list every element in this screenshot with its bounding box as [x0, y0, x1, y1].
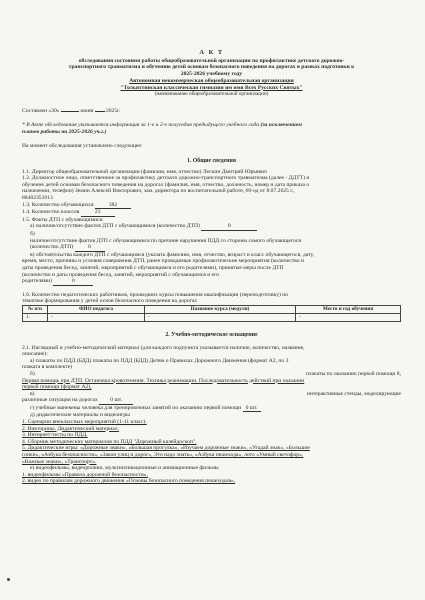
para-v-4: (количество и даты проведения бесед, занятий, мероприятий с обучающимся и его — [22, 271, 220, 278]
item-b-label: б) — [30, 370, 35, 377]
para-1-6b: тематике формирования у детей основ безопасного поведения на дорогах — [22, 298, 198, 305]
table-header-row — [23, 305, 401, 313]
subtitle-line: транспортного травматизма и обучению детей основам безопасного поведения на дорогах в рамках подготовки к — [68, 64, 355, 71]
org-line: "Тольяттинская классическая гимназия им имя Всех Русских Святых" — [120, 84, 303, 91]
list-item: 3. Интернет-тесты по ПДД. — [22, 432, 88, 439]
item-v-label: в) — [30, 390, 35, 397]
list-item: гонки», «Азбука безопасности», «Закон улиц и дорог», Это надо знать», «Азбука пешехода», лото «Умный светофор», — [22, 452, 304, 459]
note-bold-tail: (за исключением — [260, 122, 302, 129]
para-1-2d: 88482351013 — [22, 195, 53, 202]
classes-value: 23 — [81, 209, 115, 217]
list-item: 2. видео по правилам дорожного движения «Основы безопасного поведения пешеходов», — [22, 478, 236, 485]
para-v-3: даты проведения бесед, занятий, мероприятий с обучающимся и его родителями), принятые меры после ДТП — [22, 264, 284, 271]
subtitle-line: 2025-2026 учебному году — [180, 70, 243, 77]
para-a-text: а) наличие/отсутствие фактов ДТП с обучающимися (количество ДТП) — [30, 223, 200, 230]
subtitle-line: обследования состояния работы общеобразовательной организации по профилактике детского дорожно- — [78, 57, 345, 64]
item-b-1: Первая помощь при ДТП. Остановка кровотечения. Техника реанимации. Последовательность действий при оказании — [22, 377, 305, 384]
para-b-value: 0 — [75, 244, 105, 252]
para-2-1b: описание): — [22, 351, 48, 358]
compiled-label: Составлен «30» — [22, 107, 60, 114]
list-item: 1. Сценарии внеклассных мероприятий (1-11 класс). — [22, 419, 147, 426]
para-a — [22, 223, 401, 231]
item-v-1 — [22, 397, 401, 405]
org-line: Автономная некоммерческая общеобразовательная организация — [129, 78, 294, 85]
item-a-1: а) плакаты по ПДД (БДД) плакаты по ПДД (БДД) Детям о Правилах Дорожного Движения (формат А2, по 3 — [30, 357, 289, 364]
table-cell: - — [48, 313, 145, 321]
table-header: Место и год обучения — [296, 305, 401, 313]
list-item: 4. Сборник методических материалов по ПДД "Дорожный калейдоскоп". — [22, 438, 197, 445]
para-b-letter: б) — [30, 231, 35, 237]
compiled-month: июня — [80, 107, 94, 114]
section-2-heading: 2. Учебно-методическое оснащение — [165, 331, 258, 338]
para-v-1: в) обстоятельства каждого ДТП с обучающимся (указать фамилию, имя, отчество, возраст и класс обучающегося, дату, — [30, 251, 315, 258]
table-cell: - — [296, 313, 401, 321]
item-g-text: г) учебные манекены человека для тренировочных занятий по оказанию первой помощи — [30, 404, 242, 411]
table-row — [23, 313, 401, 321]
organization-name — [22, 78, 401, 91]
table-header: № п/п — [23, 305, 48, 313]
item-v-right: интерактивные стенды, моделирующие — [306, 390, 401, 397]
table-header: Название курса (модули) — [145, 305, 296, 313]
table-header: ФИО педагога — [48, 305, 145, 313]
para-1-4 — [22, 209, 401, 217]
para-a-value: 0 — [201, 223, 257, 231]
para-v-text: родителями) — [22, 278, 52, 285]
para-b-text: (количество ДТП) — [30, 244, 74, 251]
item-v-text: различные ситуации на дорогах — [22, 397, 98, 404]
item-v — [22, 391, 401, 398]
note-line-2: планов работы на 2025-2026 уч.г.) — [22, 128, 107, 135]
para-b-1: наличие/отсутствие фактов ДТП с обучающимися по причине нарушения ПДД со стороны самого обучающегося — [30, 237, 301, 244]
org-caption: (наименование общеобразовательной организации) — [154, 91, 269, 98]
list-item: 5. Дидактические игры: «Дорожные знаки», «Большая прогулка», «Изучаем дорожные знаки», «Угадай знак», «Большие — [22, 445, 310, 452]
para-v-2: время, место, причины и условия совершения ДТП, ранее проводимые профилактические мероприятия (количество и — [22, 258, 304, 265]
section-1-heading: 1. Общие сведения — [187, 158, 236, 165]
list-item: 2. Викторины. Дидактический материал. — [22, 425, 119, 432]
para-1-2a: 1.2. Должностное лицо, ответственное за профилактику детского дорожно-транспортного травматизма (далее - ДДТТ) и — [22, 175, 310, 182]
courses-table — [22, 305, 401, 322]
list-item: 1. видеофильмы «Правила дорожной безопасности», — [22, 471, 148, 478]
para-1-2c: назначении, телефон) Земин Алексей Викторович, зам. директора по воспитательной работе, 69-од от 8.07.2025 г., — [22, 188, 295, 195]
table-cell: 1. — [23, 313, 48, 321]
scan-hole-mark — [7, 578, 10, 581]
compiled-date — [22, 108, 401, 115]
para-1-3 — [22, 202, 401, 210]
students-label: 1.3. Количество обучающихся — [22, 201, 94, 208]
item-v-value: 0 шт. — [99, 397, 133, 405]
para-1-5: 1.5. Факты ДТП с обучающимися: — [22, 216, 104, 223]
note — [22, 122, 401, 129]
compiled-year: 2025г. — [105, 107, 121, 114]
intro-text: На момент обследования установлено следующее: — [22, 143, 143, 150]
item-d: д) дидактические материалы и видеоигры — [30, 412, 130, 419]
list-item: «Важные знаки», «Транспорт». — [22, 458, 97, 465]
table-cell: - — [145, 313, 296, 321]
classes-label: 1.4. Количество классов — [22, 209, 80, 216]
note-text: * В Акте обследования указывается информация за 1-е и 2-е полугодия предыдущего учебного года — [22, 122, 260, 129]
act-title: А К Т — [199, 49, 224, 56]
item-g-value: 0 шт. — [243, 405, 261, 413]
students-value: 382 — [95, 202, 131, 210]
item-a-2: плаката в комплекте) — [22, 364, 73, 371]
para-b-2 — [22, 244, 401, 252]
item-b-right: плакаты по оказанию первой помощи 8, — [305, 370, 401, 377]
item-b — [22, 371, 401, 378]
para-2-1a: 2.1. Наглядный и учебно-методический материал (для каждого подпункта указывается наличие, количество, название, — [22, 344, 305, 351]
para-1-6a: 1.6. Количество педагогических работников, прошедших курсы повышения квалификации (переподготовку) по — [22, 291, 289, 298]
act-subtitle — [22, 58, 401, 78]
para-1-1: 1.1. Директор общеобразовательной организации (фамилия, имя, отчество) Лескин Дмитрий Юрьевич — [22, 168, 267, 175]
para-v-value: 0 — [53, 278, 93, 286]
item-b-2: первой помощи (формат А2), — [22, 384, 92, 391]
para-1-2b: обучение детей основам безопасного поведения на дорогах (фамилия, имя, отчество, должность, номер и дата приказа о — [22, 181, 310, 188]
para-v-5 — [22, 278, 401, 286]
item-e: е) видеофильмы, видеоролики, мультипликационные и анимационные фильмы — [30, 465, 219, 472]
